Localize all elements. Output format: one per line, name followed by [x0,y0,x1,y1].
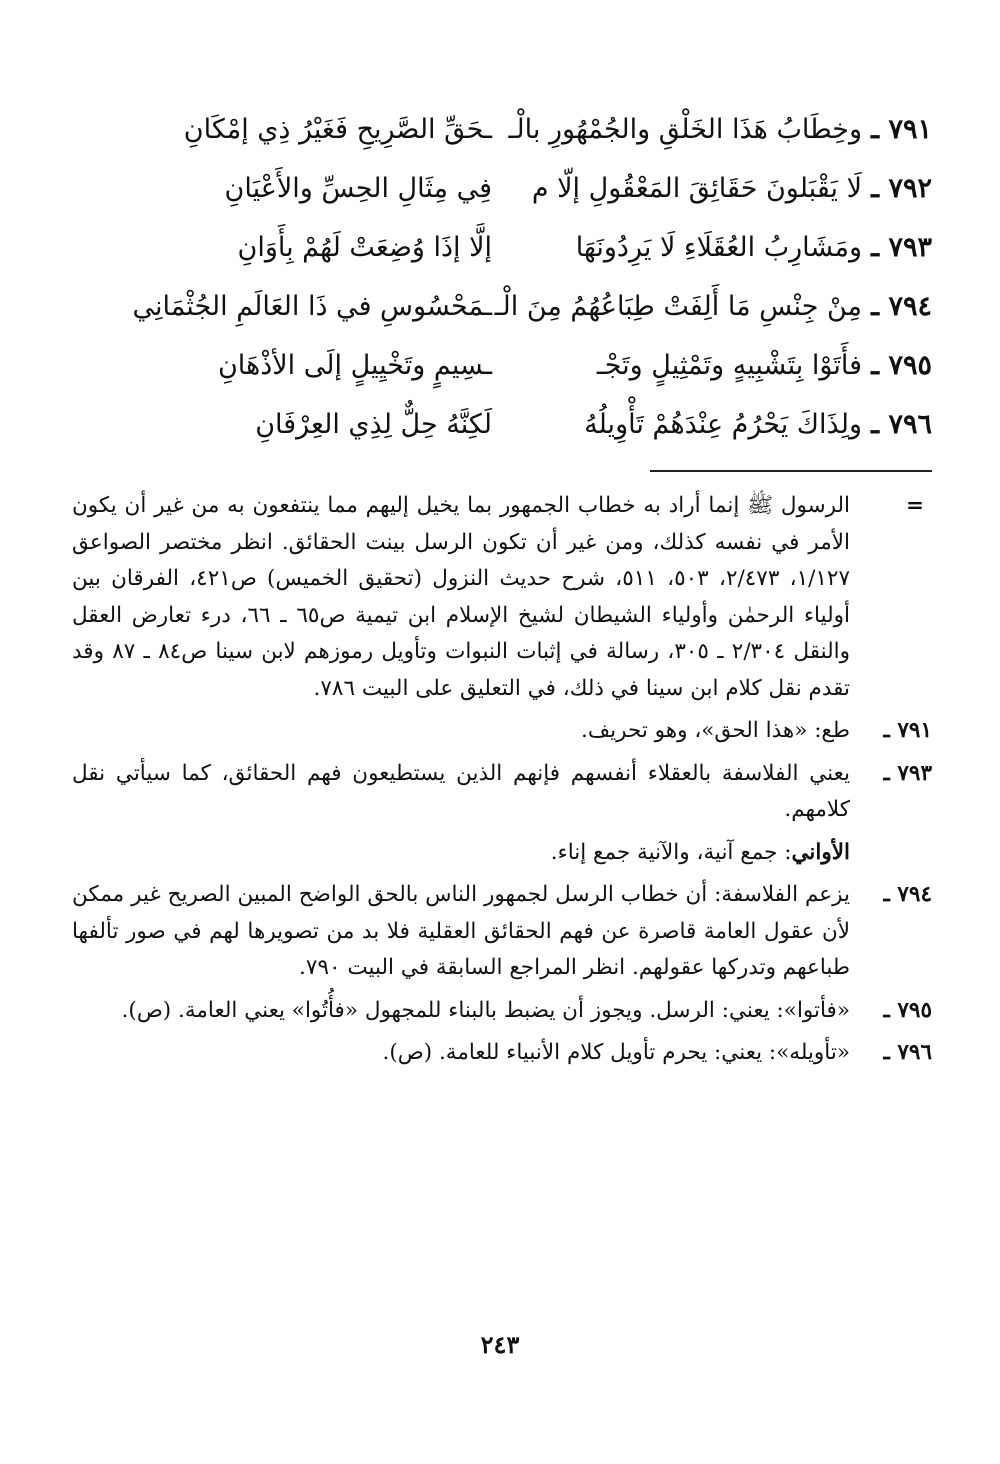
footnote [72,993,932,1030]
footnote [72,1035,932,1072]
verse-second-hemistich: ـمَحْسُوسِ في ذَا العَالَمِ الجُثْمَانِي [132,291,492,322]
verse [72,277,932,336]
footnote-text: يزعم الفلاسفة: أن خطاب الرسل لجمهور الناس بالحق الواضح المبين الصريح غير ممكن لأن عقول العامة قاصرة عن فهم الحقائق العقلية فلا بد من تصويرها لهم في صور تألفها طباعهم وتدركها عقولهم. انظر المراجع السابقة في البيت ٧٩٠. [72,882,850,980]
verse [72,218,932,277]
verse-number: ٧٩٦ ـ [871,409,932,440]
verse-number: ٧٩٣ ـ [871,232,932,263]
footnote [72,877,932,987]
footnote-number: ٧٩٦ ـ [883,1040,932,1065]
footnote-text: «تأويله»: يعني: يحرم تأويل كلام الأنبياء للعامة. (ص). [382,1040,850,1065]
verse-first-hemistich: ولِذَاكَ يَحْرُمُ عِنْدَهُمْ تَأْوِيلُهُ [584,409,862,440]
footnote [72,713,932,750]
verse-number: ٧٩٤ ـ [871,291,932,322]
verse-number: ٧٩٥ ـ [871,350,932,381]
verse [72,336,932,395]
footnotes [72,488,932,1078]
footnote-continuation [72,488,932,707]
verse-number: ٧٩١ ـ [871,114,932,145]
footnote-text: طع: «هذا الحق»، وهو تحريف. [581,718,850,743]
verse-number: ٧٩٢ ـ [871,173,932,204]
verse-first-hemistich: لَا يَقْبَلونَ حَقَائِقَ المَعْقُولِ إلّا م [531,173,862,204]
verse-second-hemistich: لَكِنَّهُ حِلٌّ لِذِي العِرْفَانِ [255,409,492,440]
continuation-marker: = [905,493,924,518]
footnote-number: ٧٩٣ ـ [883,760,932,786]
verse-second-hemistich: ـحَقِّ الصَّرِيحِ فَغَيْرُ ذِي إمْكَانِ [183,114,492,145]
footnote-number: ٧٩١ ـ [883,718,932,743]
defined-term: الأواني [791,839,850,865]
definition-text: : جمع آنية، والآنية جمع إناء. [550,839,792,865]
footnote-text: الرسول ﷺ إنما أراد به خطاب الجمهور بما يخيل إليهم مما ينتفعون به من غير أن يكون الأمر في نفسه كذلك، ومن غير أن تكون الرسل بينت الحقائق. انظر مختصر الصواعق ١/١٢٧، ٢/٤٧٣، ٥٠٣، ٥١١، شرح حديث النزول (تحقيق الخميس) ص٤٢١، الفرقان بين أولياء الرحمٰن وأولياء الشيطان لشيخ الإسلام ابن تيمية ص٦٥ ـ ٦٦، درء تعارض العقل والنقل ٢/٣٠٤ ـ ٣٠٥، رسالة في إثبات النبوات وتأويل رموزهم لابن سينا ص٨٤ ـ ٨٧ وقد تقدم نقل كلام ابن سينا في ذلك، في التعليق على البيت ٧٨٦. [72,493,851,701]
verse-second-hemistich: ـسِيمٍ وتَخْيِيلٍ إلَى الأذْهَانِ [217,350,492,381]
footnote-number: ٧٩٥ ـ [883,997,932,1023]
verse-first-hemistich: ومَشَارِبُ العُقَلَاءِ لَا يَرِدُونَهَا [575,232,862,263]
verse [72,159,932,218]
verse-second-hemistich: إلَّا إذَا وُضِعَتْ لَهُمْ بِأَوَانِ [237,232,492,263]
verse-list [72,100,932,454]
footnote-text: يعني الفلاسفة بالعقلاء أنفسهم فإنهم الذين يستطيعون فهم الحقائق، كما سيأتي نقل كلامهم. [72,760,850,822]
footnote-separator [650,470,932,472]
verse-first-hemistich: فأَتَوْا بِتَشْبِيهٍ وتَمْثِيلٍ وتَجْـ [596,350,862,381]
verse-first-hemistich: وخِطَابُ هَذَا الخَلْقِ والجُمْهُورِ بالْـ [508,114,862,145]
footnote-text: «فأتوا»: يعني: الرسل. ويجوز أن يضبط بالبناء للمجهول «فأُتُوا» يعني العامة. (ص). [121,997,850,1023]
verse-second-hemistich: فِي مِثَالِ الحِسِّ والأَعْيَانِ [224,173,492,204]
footnote [72,756,932,872]
verse-first-hemistich: مِنْ جِنْسِ مَا أَلِفَتْ طِبَاعُهُمُ مِنَ الْـ [494,291,862,322]
footnote-definition [72,835,850,872]
verse [72,100,932,159]
verse [72,395,932,454]
page-number: ٢٤٣ [480,1330,520,1359]
footnote-number: ٧٩٤ ـ [883,882,932,907]
